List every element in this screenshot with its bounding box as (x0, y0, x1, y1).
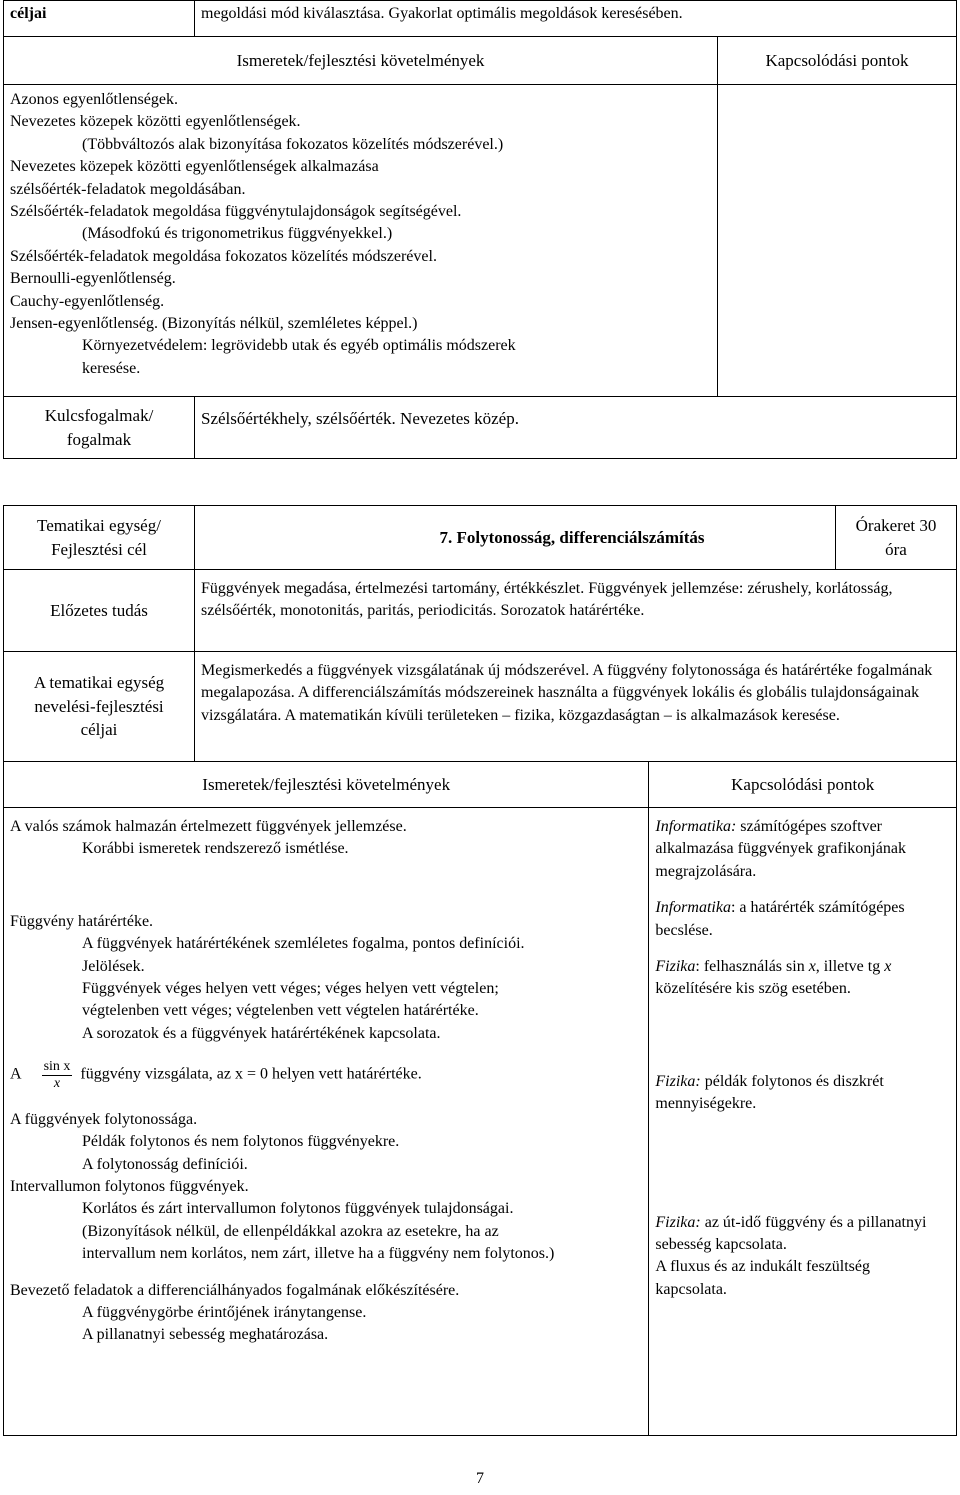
frac-numerator: sin x (43, 1059, 71, 1075)
req-line: Korábbi ismeretek rendszerező ismétlése. (82, 840, 349, 858)
req-line: Nevezetes közepek közötti egyenlőtlenségek. (10, 113, 301, 131)
subject-name: Informatika: (655, 818, 737, 835)
goals-text: megoldási mód kiválasztása. Gyakorlat optimális megoldások keresésében. (201, 5, 683, 22)
row-text-goals (195, 1, 957, 37)
hours-label (836, 506, 957, 570)
req-line: (Bizonyítások nélkül, de ellenpéldákkal azokra az esetekre, ha az (82, 1222, 499, 1240)
req-line: Korlátos és zárt intervallumon folytonos függvények tulajdonságai. (82, 1200, 514, 1218)
page-number: 7 (476, 1470, 484, 1487)
prior-knowledge-text (195, 570, 957, 652)
req-line: intervallum nem korlátos, nem zárt, illetve ha a függvény nem folytonos.) (82, 1245, 555, 1263)
req-line: Függvény határértéke. (10, 912, 154, 930)
req-line: A folytonosság definíciói. (82, 1155, 248, 1173)
req-line: A függvények határértékének szemléletes fogalma, pontos definíciói. (82, 935, 525, 953)
var-x: x (808, 957, 816, 975)
req-line: A függvénygörbe érintőjének iránytangense. (82, 1304, 367, 1322)
conn-4 (655, 1071, 942, 1116)
conn-text: : a határérték számítógépes becslése. (655, 899, 905, 939)
goals-label-line: nevelési-fejlesztési (34, 696, 164, 716)
header-connections-text: Kapcsolódási pontok (765, 50, 909, 70)
conn-text: számítógépes szoftver alkalmazása függvények grafikonjának megrajzolására. (655, 818, 906, 880)
label-text: céljai (10, 5, 47, 22)
req-line: A pillanatnyi sebesség meghatározása. (82, 1326, 329, 1344)
topic-title (195, 506, 836, 570)
conn-text: példák folytonos és diszkrét mennyiségekre. (655, 1072, 884, 1113)
topic-label (4, 506, 195, 570)
req-line: Jelölések. (82, 957, 145, 975)
header-requirements (4, 37, 718, 85)
frac-text: függvény vizsgálata, az x = 0 helyen vett határértéke. (80, 1065, 422, 1083)
conn-text: : felhasználás sin (695, 957, 809, 975)
connections-cell (649, 808, 957, 1436)
hours-line: óra (885, 539, 907, 559)
conn-text: , illetve tg (815, 957, 885, 975)
req-line: Környezetvédelem: legrövidebb utak és egyéb optimális módszerek (82, 337, 516, 355)
key-label-line: Kulcsfogalmak/ (44, 405, 154, 425)
req-line: Szélsőérték-feladatok megoldása függvénytulajdonságok segítségével. (10, 202, 462, 220)
req-line: Azonos egyenlőtlenségek. (10, 91, 178, 108)
header-connections (718, 37, 957, 85)
req-line: Példák folytonos és nem folytonos függvényekre. (82, 1133, 400, 1151)
goals-text (195, 652, 957, 762)
req-line: A függvények folytonossága. (10, 1110, 198, 1128)
prior-knowledge-label (4, 570, 195, 652)
goals-text-span: Megismerkedés a függvények vizsgálatának új módszerével. A függvény folytonossága és határértéke fogalmának megalapozása. A differenciálszámítás módszereinek használta a függvények lokális és globális tulajdonságainak vizsgálatára. A matematikán kívüli területeken – fizika, közgazdaságtan – is alkalmazások keresése. (201, 662, 933, 724)
req-fraction-line (10, 1059, 642, 1091)
requirements-cell (4, 808, 649, 1436)
req-line: végtelenben vett véges; végtelenben vett végtelen határértéke. (82, 1002, 479, 1020)
header-requirements-text: Ismeretek/fejlesztési követelmények (202, 774, 451, 794)
header-requirements (4, 762, 649, 808)
req-line: (Másodfokú és trigonometrikus függvényekkel.) (82, 225, 393, 243)
conn-5 (655, 1212, 942, 1302)
conn-3 (655, 956, 942, 1001)
subject-name: Fizika (655, 957, 696, 975)
req-line: Nevezetes közepek közötti egyenlőtlenségek alkalmazása (10, 158, 379, 176)
topic-label-line: Fejlesztési cél (51, 539, 147, 559)
req-line: Jensen-egyenlőtlenség. (Bizonyítás nélkül, szemléletes képpel.) (10, 314, 418, 332)
prior-label-text: Előzetes tudás (50, 600, 148, 620)
sinx-over-x-fraction (42, 1059, 73, 1091)
row-label-goals (4, 1, 195, 37)
conn-text: A fluxus és az indukált feszültség kapcsolata. (655, 1258, 871, 1298)
objectives-table-topic7 (3, 505, 957, 1436)
hours-line: Órakeret 30 (855, 515, 937, 535)
prior-text: Függvények megadása, értelmezési tartomány, értékkészlet. Függvények jellemzése: zérushely, korlátosság, szélsőérték, monotonitás, paritás, periodicitás. Sorozatok határértéke. (201, 580, 893, 620)
req-line: Függvények véges helyen vett véges; véges helyen vett végtelen; (82, 979, 499, 997)
subject-name: Informatika (655, 899, 731, 917)
req-line: keresése. (82, 359, 141, 377)
req-line: A sorozatok és a függvények határértékének kapcsolata. (82, 1024, 441, 1042)
frac-denominator: x (53, 1075, 61, 1091)
req-group-2 (10, 911, 642, 1045)
subject-name: Fizika: (655, 1213, 701, 1231)
req-line: Szélsőérték-feladatok megoldása fokozatos közelítés módszerével. (10, 247, 437, 265)
subject-name: Fizika: (655, 1072, 701, 1090)
key-concepts-text (195, 397, 957, 459)
req-line: Intervallumon folytonos függvények. (10, 1178, 249, 1196)
conn-text: közelítésére kis szög esetében. (655, 980, 851, 998)
req-line: (Többváltozós alak bizonyítása fokozatos közelítés módszerével.) (82, 135, 504, 153)
req-line: Bernoulli-egyenlőtlenség. (10, 270, 176, 288)
goals-label (4, 652, 195, 762)
req-group-1 (10, 816, 642, 861)
objectives-table-top (3, 0, 957, 459)
requirements-cell (4, 85, 718, 397)
topic-title-text: 7. Folytonosság, differenciálszámítás (439, 527, 705, 547)
req-line: szélsőérték-feladatok megoldásában. (10, 180, 246, 198)
conn-text: az út-idő függvény és a pillanatnyi sebesség kapcsolata. (655, 1213, 927, 1253)
key-label-line: fogalmak (66, 429, 132, 449)
goals-label-line: A tematikai egység (33, 672, 165, 692)
conn-2 (655, 897, 942, 942)
key-concepts-label (4, 397, 195, 459)
header-connections-text: Kapcsolódási pontok (731, 774, 875, 794)
req-group-3 (10, 1109, 642, 1266)
req-line: Cauchy-egyenlőtlenség. (10, 292, 165, 310)
req-line: Bevezető feladatok a differenciálhányados fogalmának előkészítésére. (10, 1281, 460, 1299)
header-connections (649, 762, 957, 808)
connections-cell (718, 85, 957, 397)
frac-prefix: A (10, 1065, 22, 1083)
var-x: x (884, 957, 892, 975)
goals-label-line: céljai (80, 720, 118, 740)
conn-1 (655, 816, 942, 883)
req-line: A valós számok halmazán értelmezett függvények jellemzése. (10, 818, 407, 835)
key-text: Szélsőértékhely, szélsőérték. Nevezetes közép. (201, 409, 519, 428)
header-requirements-text: Ismeretek/fejlesztési követelmények (236, 50, 485, 70)
topic-label-line: Tematikai egység/ (37, 515, 161, 535)
req-group-4 (10, 1280, 642, 1347)
